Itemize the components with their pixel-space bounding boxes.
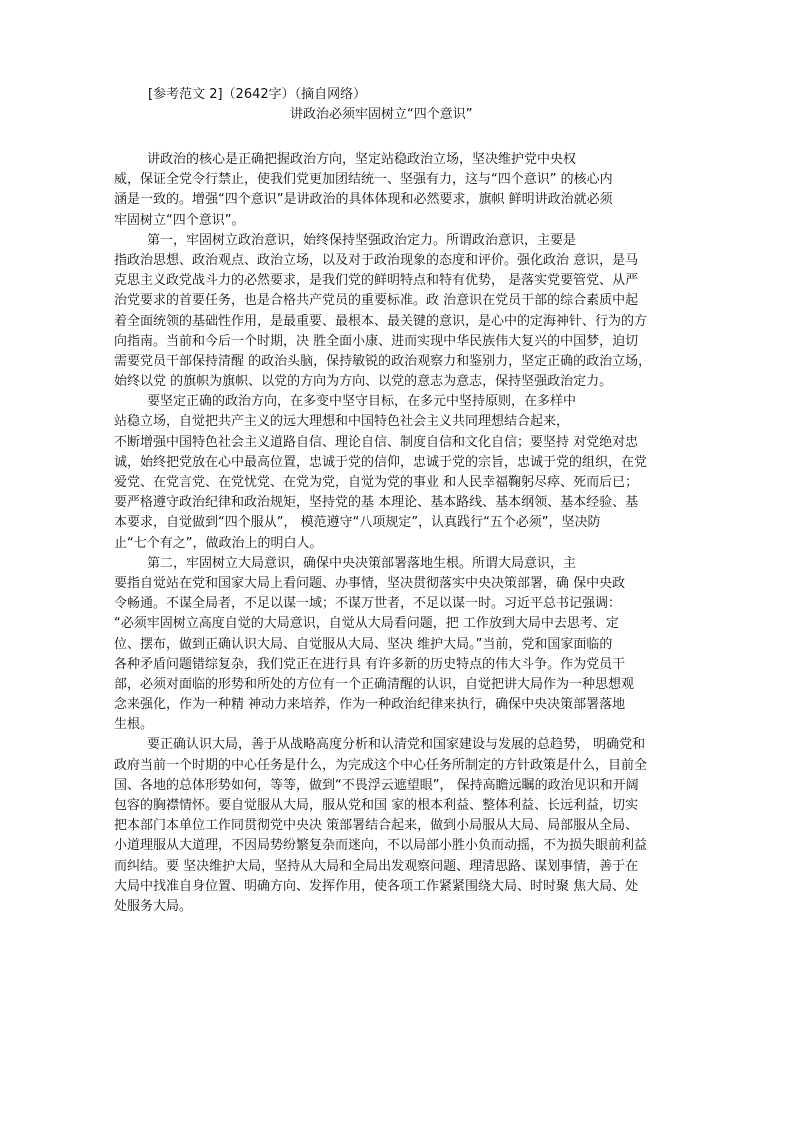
- text-line: 第一，牢固树立政治意识，始终保持坚强政治定力。所谓政治意识，主要是: [147, 232, 577, 248]
- text-line: 始终以党 的旗帜为旗帜、以党的方向为方向、以党的意志为意志，保持坚强政治定力。: [114, 374, 613, 390]
- text-line: 着全面统领的基础性作用，是最重要、最根本、最关键的意识，是心中的定海神针、行为的方: [114, 313, 648, 329]
- text-line: 生根。: [114, 717, 154, 733]
- text-line: 本要求，自觉做到“四个服从”， 模范遵守“八项规定”，认真践行“五个必须”，坚决防: [114, 515, 601, 531]
- text-line: 第二，牢固树立大局意识，确保中央决策部署落地生根。所谓大局意识，主: [147, 555, 577, 571]
- text-line: 指政治思想、政治观点、政治立场，以及对于政治现象的态度和评价。强化政治 意识，是马: [114, 252, 639, 268]
- text-line: 处服务大局。: [114, 898, 193, 914]
- text-line: 令畅通。不谋全局者，不足以谋一域；不谋万世者，不足以谋一时。习近平总书记强调：: [114, 596, 622, 612]
- text-line: 大局中找准自身位置、明确方向、发挥作用，使各项工作紧紧围绕大局、时时聚 焦大局、处: [114, 878, 639, 894]
- text-line: 要指自觉站在党和国家大局上看问题、办事情，坚决贯彻落实中央决策部署，确 保中央政: [114, 575, 626, 591]
- text-line: 威，保证全党令行禁止，使我们党更加团结统一、坚强有力，这与“四个意识” 的核心内: [114, 172, 613, 188]
- text-line: 站稳立场，自觉把共产主义的远大理想和中国特色社会主义共同理想结合起来，: [114, 414, 570, 430]
- text-line: 部，必须对面临的形势和所处的方位有一个正确清醒的认识，自觉把讲大局作为一种思想观: [114, 676, 635, 692]
- text-line: 要正确认识大局，善于从战略高度分析和认清党和国家建设与发展的总趋势， 明确党和: [147, 737, 646, 753]
- reference-header: [参考范文 2]（2642字）（摘自网络）: [148, 87, 367, 102]
- text-line: 位、摆布，做到正确认识大局、自觉服从大局、坚决 维护大局。”当前，党和国家面临的: [114, 636, 613, 652]
- text-line: 治党要求的首要任务，也是合格共产党员的重要标准。政 治意识在党员干部的综合素质中起: [114, 293, 639, 309]
- text-line: 念来强化，作为一种精 神动力来培养，作为一种政治纪律来执行，确保中央决策部署落地: [114, 697, 626, 713]
- text-line: 小道理服从大道理，不因局势纷繁复杂而迷向，不以局部小胜小负而动摇，不为损失眼前利益: [114, 838, 648, 854]
- text-line: 要严格遵守政治纪律和政治规矩，坚持党的基 本理论、基本路线、基本纲领、基本经验、基: [114, 495, 639, 511]
- text-line: 需要党员干部保持清醒 的政治头脑，保持敏锐的政治观察力和鉴别力，坚定正确的政治立场，: [114, 353, 652, 369]
- text-line: 各种矛盾问题错综复杂，我们党正在进行具 有许多新的历史特点的伟大斗争。作为党员干: [114, 656, 626, 672]
- text-line: 而纠结。要 坚决维护大局，坚持从大局和全局出发观察问题、理清思路、谋划事情，善于在: [114, 858, 639, 874]
- text-line: 把本部门本单位工作同贯彻党中央决 策部署结合起来，做到小局服从大局、局部服从全局、: [114, 818, 639, 834]
- text-line: 不断增强中国特色社会主义道路自信、理论自信、制度自信和文化自信；要坚持 对党绝对忠: [114, 434, 639, 450]
- text-line: 国、各地的总体形势如何，等等，做到“不畏浮云遮望眼”， 保持高瞻远瞩的政治见识和开阔: [114, 777, 639, 793]
- text-line: 政府当前一个时期的中心任务是什么，为完成这个中心任务所制定的方针政策是什么，目前全: [114, 757, 648, 773]
- text-line: 向指南。当前和今后一个时期，决 胜全面小康、进而实现中华民族伟大复兴的中国梦，迫切: [114, 333, 639, 349]
- article-body: [114, 150, 689, 917]
- text-line: 要坚定正确的政治方向，在多变中坚守目标，在多元中坚持原则，在多样中: [147, 394, 577, 410]
- text-line: 克思主义政党战斗力的必然要求，是我们党的鲜明特点和特有优势， 是落实党要管党、从严: [114, 273, 639, 289]
- text-line: 包容的胸襟情怀。要自觉服从大局，服从党和国 家的根本利益、整体利益、长远利益，切实: [114, 798, 639, 813]
- text-line: 止“七个有之”，做政治上的明白人。: [114, 535, 323, 551]
- text-line: 爱党、在党言党、在党忧党、在党为党，自觉为党的事业 和人民幸福鞠躬尽瘁、死而后已；: [114, 475, 639, 490]
- article-title: 讲政治必须牢固树立“四个意识”: [290, 107, 473, 122]
- text-line: “必须牢固树立高度自觉的大局意识，自觉从大局看问题，把 工作放到大局中去思考、定: [114, 616, 619, 632]
- text-line: 讲政治的核心是正确把握政治方向，坚定站稳政治立场，坚决维护党中央权: [147, 152, 577, 167]
- text-line: 诚，始终把党放在心中最高位置，忠诚于党的信仰，忠诚于党的宗旨，忠诚于党的组织，在党: [114, 454, 648, 470]
- text-line: 涵是一致的。增强“四个意识”是讲政治的具体体现和必然要求，旗帜 鲜明讲政治就必须: [114, 192, 613, 208]
- text-line: 牢固树立“四个意识”。: [114, 212, 245, 228]
